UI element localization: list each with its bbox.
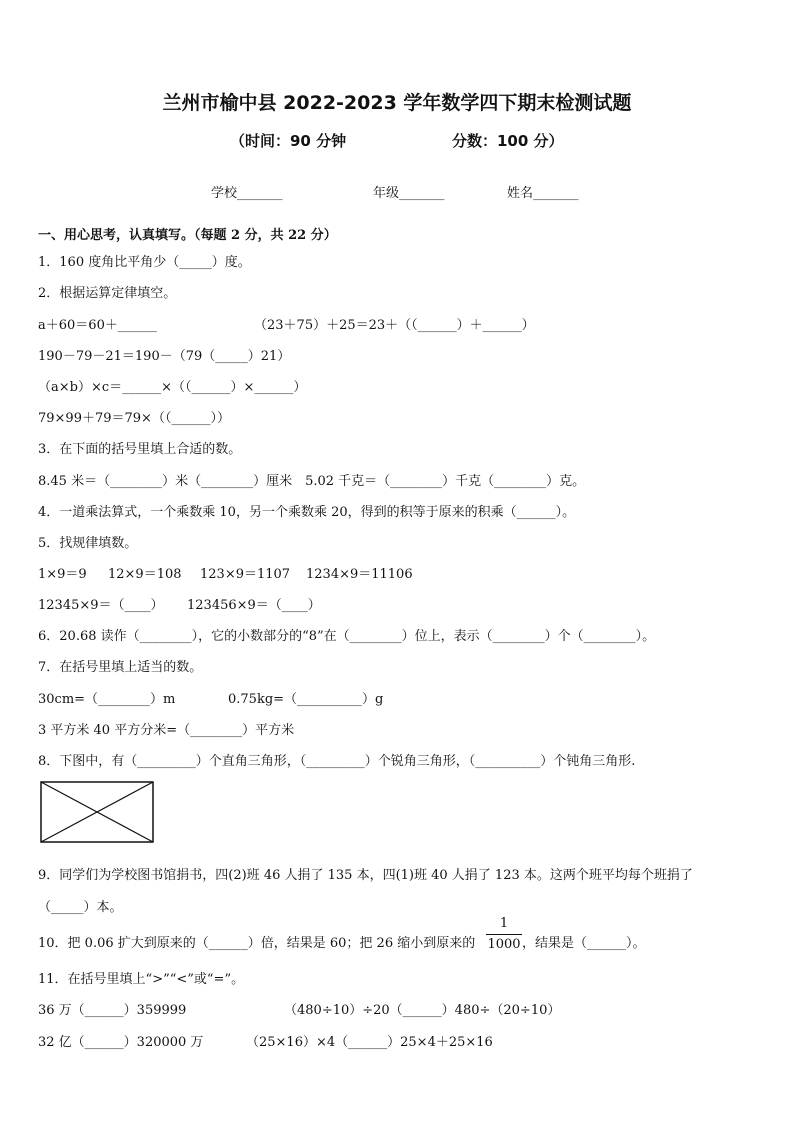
question-11b-left: 32 亿（______）320000 万 xyxy=(38,1035,204,1050)
question-11a-left: 36 万（______）359999 xyxy=(38,1003,187,1018)
question-3a: 8.45 米＝（________）米（________）厘米 5.02 千克＝（________）千克（________）克。 xyxy=(38,474,586,489)
question-11b-right: （25×16）×4（______）25×4＋25×16 xyxy=(246,1035,493,1050)
exam-score: 分数：100 分） xyxy=(452,132,564,150)
question-1: 1．160 度角比平角少（_____）度。 xyxy=(38,255,251,270)
pattern-item: 1×9＝9 xyxy=(38,567,87,582)
question-2: 2．根据运算定律填空。 xyxy=(38,286,177,301)
question-4: 4．一道乘法算式，一个乘数乘 10，另一个乘数乘 20，得到的积等于原来的积乘（______）。 xyxy=(38,505,576,520)
question-2b: 190－79－21＝190－（79（_____）21） xyxy=(38,349,291,364)
school-field[interactable]: 学校_______ xyxy=(211,186,283,201)
question-5: 5．找规律填数。 xyxy=(38,536,138,551)
exam-time: （时间：90 分钟 xyxy=(230,132,347,150)
section-heading: 一、用心思考，认真填写。（每题 2 分，共 22 分） xyxy=(38,228,337,243)
page-title: 兰州市榆中县 2022-2023 学年数学四下期末检测试题 xyxy=(162,92,632,114)
triangle-figure xyxy=(40,781,156,845)
pattern-blank: 12345×9＝（____） xyxy=(38,598,164,613)
pattern-blank: 123456×9＝（____） xyxy=(187,598,321,613)
question-2a-left: a＋60＝60＋______ xyxy=(38,318,157,333)
pattern-item: 123×9＝1107 xyxy=(200,567,291,582)
question-7b: 3 平方米 40 平方分米=（________）平方米 xyxy=(38,723,295,738)
question-9: 9．同学们为学校图书馆捐书，四(2)班 46 人捐了 135 本，四(1)班 40 人捐了 123 本。这两个班平均每个班捐了 xyxy=(38,868,693,883)
fraction-denominator: 1000 xyxy=(487,937,521,952)
question-2d: 79×99＋79＝79×（（______）） xyxy=(38,411,230,426)
question-7: 7．在括号里填上适当的数。 xyxy=(38,660,203,675)
question-11: 11．在括号里填上“>”“<”或“=”。 xyxy=(38,972,245,987)
question-10-end: ，结果是（______）。 xyxy=(522,936,646,951)
question-3: 3．在下面的括号里填上合适的数。 xyxy=(38,442,242,457)
question-11a-right: （480÷10）÷20（______）480÷（20÷10） xyxy=(284,1003,561,1018)
grade-field[interactable]: 年级_______ xyxy=(373,186,445,201)
question-7a-left: 30cm=（________）m xyxy=(38,692,176,707)
fraction-bar xyxy=(486,934,522,935)
question-8: 8．下图中，有（_________）个直角三角形，（_________）个锐角三角形，（__________）个钝角三角形. xyxy=(38,754,636,769)
question-7a-right: 0.75kg=（__________）g xyxy=(228,692,384,707)
name-field[interactable]: 姓名_______ xyxy=(507,186,579,201)
question-6: 6．20.68 读作（________），它的小数部分的“8”在（________）位上，表示（________）个（________）。 xyxy=(38,629,656,644)
fraction xyxy=(486,916,522,953)
question-10: 10．把 0.06 扩大到原来的（______）倍，结果是 60；把 26 缩小到原来的 xyxy=(38,936,476,951)
question-2a-right: （23＋75）＋25＝23＋（（______）＋______） xyxy=(254,318,535,333)
question-2c: （a×b）×c＝______×（（______）×______） xyxy=(38,380,307,395)
pattern-item: 12×9＝108 xyxy=(108,567,182,582)
pattern-item: 1234×9＝11106 xyxy=(306,567,413,582)
question-9-cont: （_____）本。 xyxy=(38,900,123,915)
fraction-numerator: 1 xyxy=(499,916,509,931)
